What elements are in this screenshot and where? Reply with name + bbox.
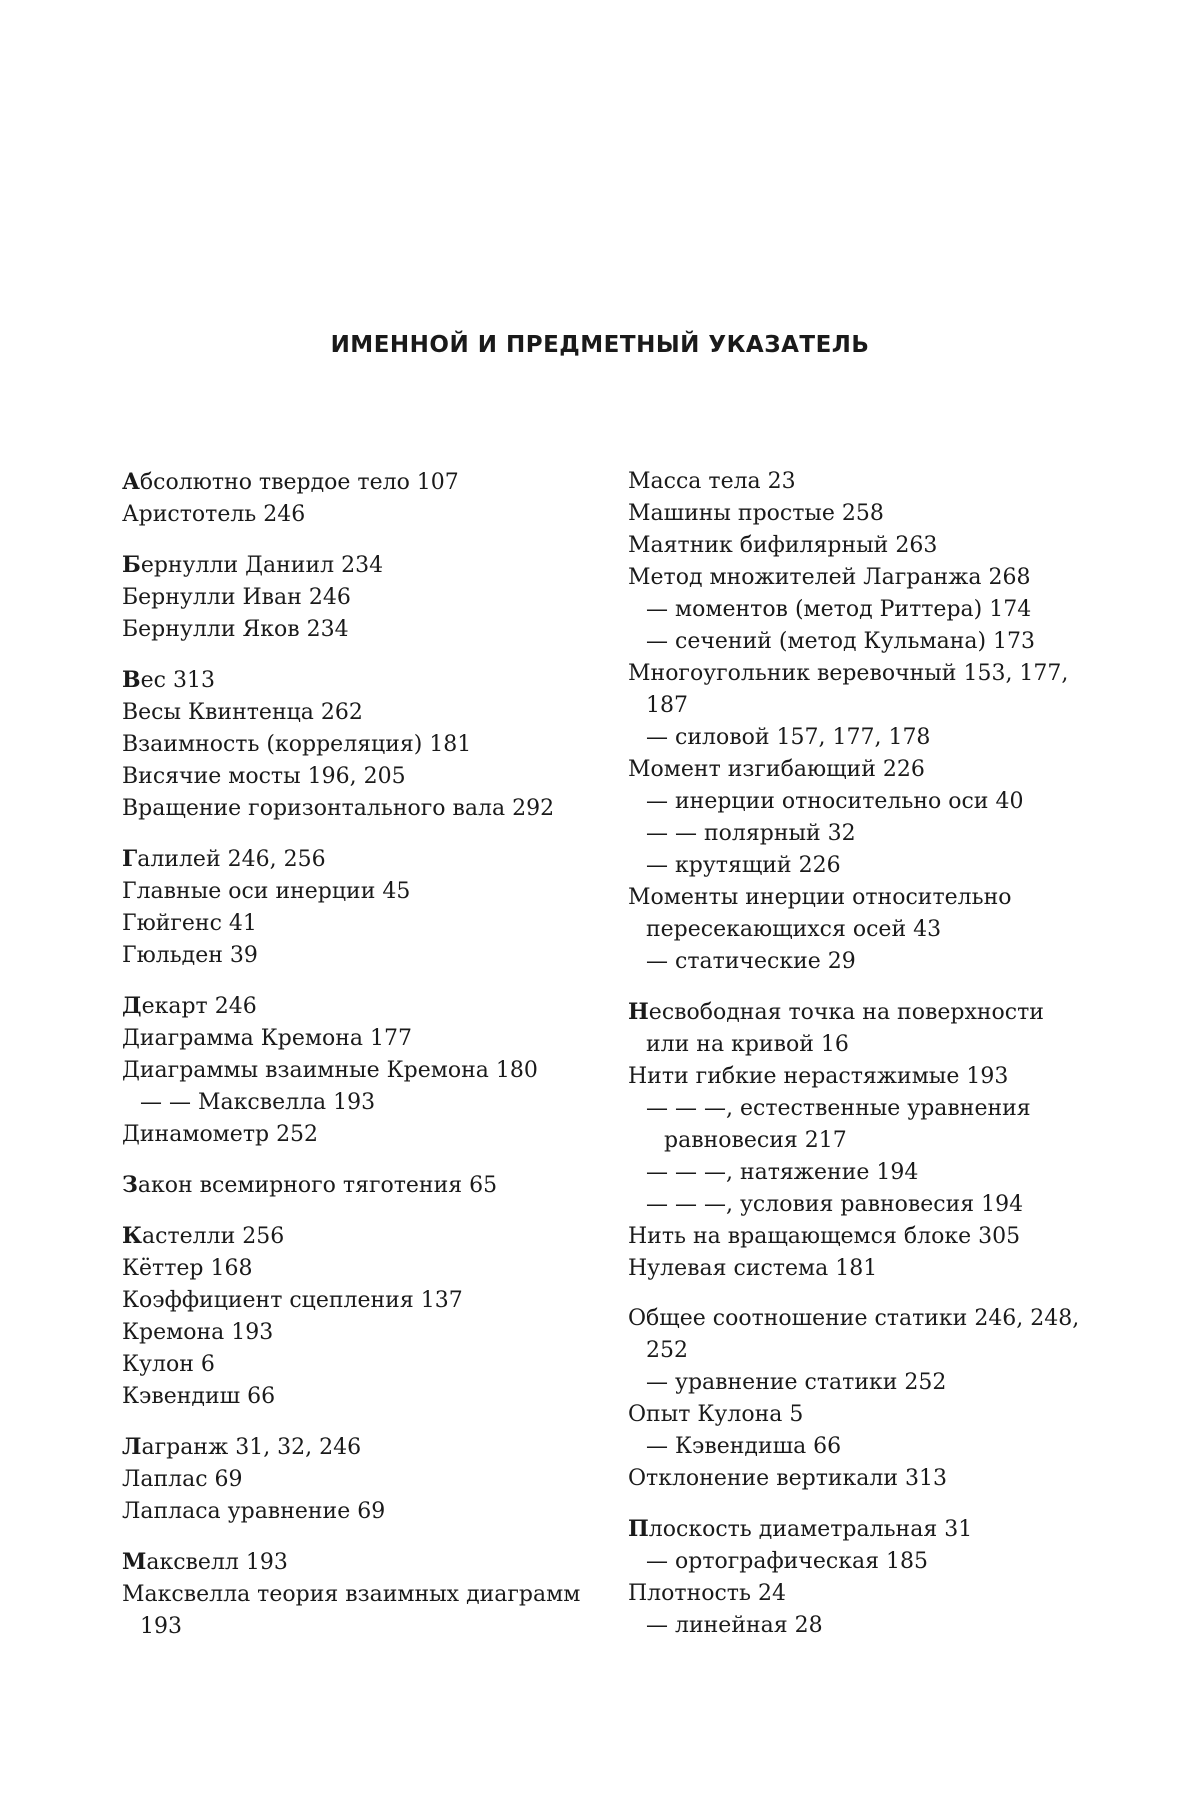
- index-entry: [628, 1253, 1088, 1285]
- index-entry-text: — сечений (метод Кульмана) 173: [646, 629, 1036, 654]
- index-column-right: [628, 466, 1088, 1660]
- index-entry: [122, 1349, 612, 1381]
- index-entry: [122, 1496, 612, 1528]
- index-entry: [646, 1367, 1088, 1399]
- index-entry-text: — линейная 28: [646, 1613, 823, 1638]
- index-entry-text: — статические 29: [646, 949, 856, 974]
- index-entry: [628, 498, 1088, 530]
- index-group: [122, 1169, 612, 1202]
- index-entry-text: Лапласа уравнение 69: [122, 1499, 386, 1524]
- index-entry-text: акон всемирного тяготения 65: [137, 1173, 498, 1198]
- index-entry: [122, 843, 612, 876]
- index-entry-text: Кулон 6: [122, 1352, 215, 1377]
- index-entry: [122, 1464, 612, 1496]
- index-entry-text: — — полярный 32: [646, 821, 856, 846]
- index-entry: [122, 1023, 612, 1055]
- index-entry: [122, 1253, 612, 1285]
- index-entry-text: Кэвендиш 66: [122, 1384, 276, 1409]
- index-entry-text: Опыт Кулона 5: [628, 1402, 804, 1427]
- index-group: [628, 1303, 1088, 1495]
- index-entry: [122, 1381, 612, 1413]
- index-entry: [628, 1513, 1088, 1546]
- index-entry-text: Нить на вращающемся блоке 305: [628, 1224, 1021, 1249]
- index-entry-text: Моменты инерции относительно пересекающихся осей 43: [628, 885, 1012, 942]
- index-entry: [628, 1061, 1088, 1093]
- index-entry: [646, 1189, 1088, 1221]
- index-entry-text: Метод множителей Лагранжа 268: [628, 565, 1031, 590]
- index-entry-text: — моментов (метод Риттера) 174: [646, 597, 1032, 622]
- index-entry-text: астелли 256: [142, 1224, 285, 1249]
- index-entry: [646, 946, 1088, 978]
- index-entry: [122, 990, 612, 1023]
- index-entry-text: Лаплас 69: [122, 1467, 243, 1492]
- index-entry: [122, 1546, 612, 1579]
- index-entry: [122, 1317, 612, 1349]
- index-entry-text: бсолютно твердое тело 107: [139, 470, 459, 495]
- index-entry: [646, 626, 1088, 658]
- index-column-left: [122, 466, 612, 1661]
- index-entry-text: аксвелл 193: [146, 1550, 288, 1575]
- index-entry: [122, 1220, 612, 1253]
- index-entry-text: — — Максвелла 193: [140, 1090, 376, 1115]
- index-group: [122, 664, 612, 825]
- index-group: [122, 1546, 612, 1643]
- index-group: [122, 1431, 612, 1528]
- index-entry-initial: Д: [122, 993, 142, 1019]
- index-entry-text: — уравнение статики 252: [646, 1370, 947, 1395]
- index-entry-initial: К: [122, 1223, 143, 1249]
- index-entry-initial: А: [122, 469, 140, 495]
- index-entry-text: — — —, условия равновесия 194: [646, 1192, 1024, 1217]
- index-entry-text: лоскость диаметральная 31: [648, 1517, 973, 1542]
- index-entry: [646, 1610, 1088, 1642]
- index-entry-text: — инерции относительно оси 40: [646, 789, 1024, 814]
- index-entry: [628, 1221, 1088, 1253]
- index-entry-text: екарт 246: [141, 994, 257, 1019]
- index-entry: [628, 1303, 1088, 1367]
- index-entry: [646, 850, 1088, 882]
- index-entry-text: Плотность 24: [628, 1581, 786, 1606]
- index-entry-text: Гюльден 39: [122, 943, 258, 968]
- index-entry-text: ес 313: [140, 668, 215, 693]
- index-entry: [646, 1546, 1088, 1578]
- index-entry: [122, 1431, 612, 1464]
- index-entry-text: Диаграмма Кремона 177: [122, 1026, 412, 1051]
- index-group: [628, 466, 1088, 978]
- index-entry-initial: Г: [122, 846, 138, 872]
- index-entry: [122, 1119, 612, 1151]
- index-entry-text: алилей 246, 256: [137, 847, 326, 872]
- index-entry: [122, 1579, 612, 1643]
- index-entry: [122, 908, 612, 940]
- index-entry: [628, 1578, 1088, 1610]
- index-entry-initial: Л: [122, 1434, 142, 1460]
- index-entry-initial: З: [122, 1172, 138, 1198]
- index-entry-text: агранж 31, 32, 246: [141, 1435, 362, 1460]
- index-entry-text: Гюйгенс 41: [122, 911, 257, 936]
- index-entry: [628, 882, 1088, 946]
- index-entry-text: Момент изгибающий 226: [628, 757, 925, 782]
- index-group: [122, 549, 612, 646]
- index-entry: [646, 1157, 1088, 1189]
- index-entry: [140, 1087, 612, 1119]
- index-entry-text: есвободная точка на поверхности или на кривой 16: [646, 1000, 1044, 1057]
- index-entry: [122, 499, 612, 531]
- index-entry-text: Диаграммы взаимные Кремона 180: [122, 1058, 538, 1083]
- index-entry: [122, 1285, 612, 1317]
- index-entry-text: Главные оси инерции 45: [122, 879, 411, 904]
- index-entry-text: — ортографическая 185: [646, 1549, 928, 1574]
- index-entry-initial: П: [628, 1516, 649, 1542]
- index-entry: [122, 664, 612, 697]
- index-entry: [122, 940, 612, 972]
- index-entry-text: Общее соотношение статики 246, 248, 252: [628, 1306, 1080, 1363]
- index-entry: [628, 1463, 1088, 1495]
- index-entry-initial: М: [122, 1549, 147, 1575]
- index-entry: [646, 1431, 1088, 1463]
- index-entry-text: Отклонение вертикали 313: [628, 1466, 948, 1491]
- index-group: [628, 1513, 1088, 1642]
- index-entry-text: Взаимность (корреляция) 181: [122, 732, 472, 757]
- index-entry-initial: В: [122, 667, 141, 693]
- index-entry-text: Коэффициент сцепления 137: [122, 1288, 463, 1313]
- index-entry: [646, 1093, 1088, 1157]
- index-entry: [122, 729, 612, 761]
- index-entry-text: ернулли Даниил 234: [140, 553, 384, 578]
- index-group: [628, 996, 1088, 1285]
- index-entry: [122, 697, 612, 729]
- index-entry: [646, 786, 1088, 818]
- index-entry: [122, 582, 612, 614]
- index-entry: [646, 594, 1088, 626]
- index-entry-text: Максвелла теория взаимных диаграмм 193: [122, 1582, 581, 1639]
- index-group: [122, 1220, 612, 1413]
- index-entry-text: — Кэвендиша 66: [646, 1434, 842, 1459]
- index-entry: [122, 549, 612, 582]
- index-entry-text: Многоугольник веревочный 153, 177, 187: [628, 661, 1069, 718]
- index-entry-text: Бернулли Иван 246: [122, 585, 351, 610]
- index-entry-text: Нити гибкие нерастяжимые 193: [628, 1064, 1009, 1089]
- index-entry-text: — — —, натяжение 194: [646, 1160, 919, 1185]
- index-entry-text: Динамометр 252: [122, 1122, 319, 1147]
- index-entry: [122, 1169, 612, 1202]
- index-entry-initial: Н: [628, 999, 649, 1025]
- index-entry-text: Вращение горизонтального вала 292: [122, 796, 555, 821]
- index-entry-text: Маятник бифилярный 263: [628, 533, 938, 558]
- index-entry: [628, 658, 1088, 722]
- index-entry-text: Аристотель 246: [122, 502, 306, 527]
- index-entry: [646, 818, 1088, 850]
- index-group: [122, 466, 612, 531]
- index-entry-text: Кремона 193: [122, 1320, 274, 1345]
- index-entry: [628, 530, 1088, 562]
- index-entry: [628, 754, 1088, 786]
- index-entry-text: — силовой 157, 177, 178: [646, 725, 931, 750]
- index-entry: [122, 466, 612, 499]
- page-title: ИМЕННОЙ И ПРЕДМЕТНЫЙ УКАЗАТЕЛЬ: [330, 332, 870, 358]
- index-entry: [122, 793, 612, 825]
- index-entry-initial: Б: [122, 552, 141, 578]
- index-entry-text: Весы Квинтенца 262: [122, 700, 363, 725]
- index-entry: [646, 722, 1088, 754]
- index-entry-text: — — —, естественные уравнения равновесия 217: [646, 1096, 1031, 1153]
- index-group: [122, 843, 612, 972]
- index-group: [122, 990, 612, 1151]
- index-entry: [628, 996, 1088, 1061]
- index-entry-text: Бернулли Яков 234: [122, 617, 349, 642]
- index-entry-text: Кёттер 168: [122, 1256, 253, 1281]
- index-entry: [122, 876, 612, 908]
- index-entry: [628, 1399, 1088, 1431]
- index-entry: [628, 562, 1088, 594]
- index-entry-text: Масса тела 23: [628, 469, 796, 494]
- index-entry: [122, 761, 612, 793]
- index-entry: [122, 614, 612, 646]
- index-entry: [628, 466, 1088, 498]
- index-entry-text: — крутящий 226: [646, 853, 841, 878]
- index-entry-text: Висячие мосты 196, 205: [122, 764, 406, 789]
- index-entry: [122, 1055, 612, 1087]
- index-entry-text: Машины простые 258: [628, 501, 884, 526]
- index-entry-text: Нулевая система 181: [628, 1256, 878, 1281]
